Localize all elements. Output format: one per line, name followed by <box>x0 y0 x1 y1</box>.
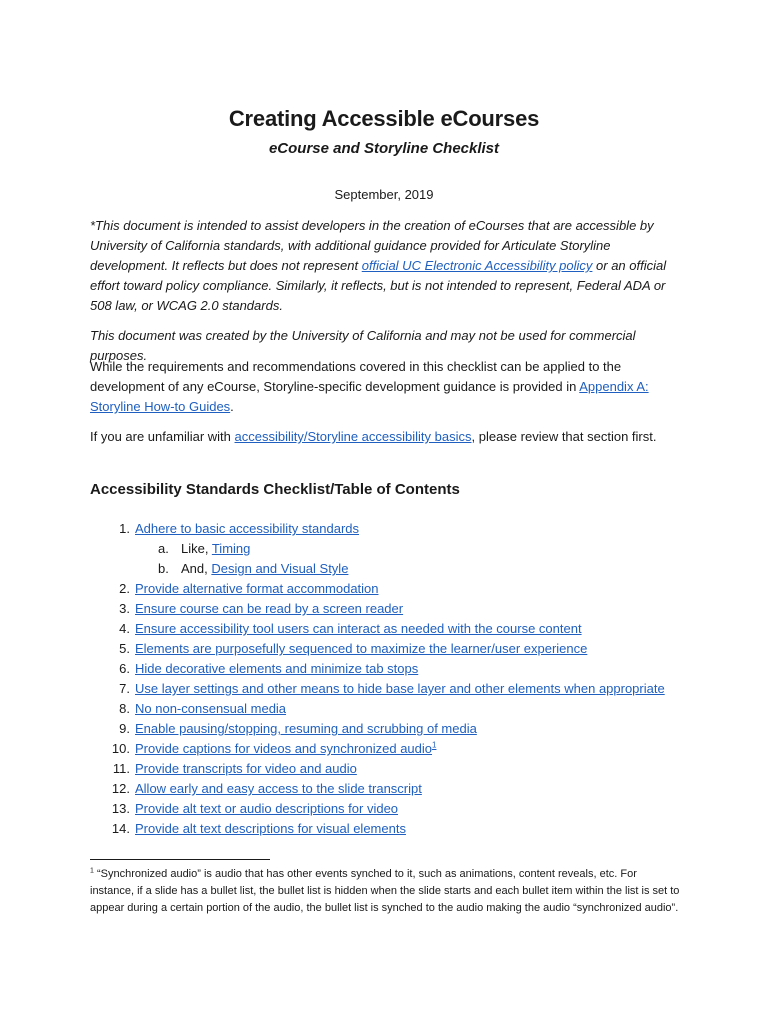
accessibility-basics-link[interactable]: accessibility/Storyline accessibility basics <box>234 429 472 444</box>
toc-subitem <box>90 559 710 579</box>
toc-item <box>90 799 710 819</box>
section-heading: Accessibility Standards Checklist/Table of Contents <box>90 481 460 498</box>
toc-link-alt-text-visual[interactable]: Provide alt text descriptions for visual elements <box>135 821 406 836</box>
footnote <box>90 866 682 917</box>
toc-item <box>90 679 710 699</box>
toc-item <box>90 519 710 539</box>
toc-link-layer-settings[interactable]: Use layer settings and other means to hide base layer and other elements when appropriate <box>135 681 665 696</box>
toc-subitem <box>90 539 710 559</box>
toc-item <box>90 719 710 739</box>
requirements-paragraph <box>90 357 680 417</box>
toc-item <box>90 619 710 639</box>
intro-text-2: or an official effort toward policy compliance. Similarly, it reflects, but is not intended to represent, Federal ADA or 508 law, or WCAG 2.0 standards. <box>90 258 667 313</box>
toc-item <box>90 819 710 839</box>
toc-item <box>90 759 710 779</box>
toc-number: 7. <box>119 681 130 696</box>
intro-paragraph <box>90 216 680 316</box>
toc-item <box>90 599 710 619</box>
uc-accessibility-policy-link[interactable]: official UC Electronic Accessibility policy <box>361 258 593 273</box>
toc-subitem-prefix: Like, <box>181 541 212 556</box>
footnote-marker: 1 <box>90 867 94 875</box>
toc-subnumber: a. <box>158 541 169 556</box>
toc-number: 1. <box>119 521 130 536</box>
toc-link-pausing-media[interactable]: Enable pausing/stopping, resuming and scrubbing of media <box>135 721 477 736</box>
toc-item <box>90 639 710 659</box>
notice-paragraph: This document was created by the University of California and may not be used for commercial purposes. <box>90 328 636 363</box>
unfamiliar-paragraph <box>90 427 680 447</box>
toc-number: 9. <box>119 721 130 736</box>
toc-link-hide-decorative[interactable]: Hide decorative elements and minimize tab stops <box>135 661 419 676</box>
document-date: September, 2019 <box>334 187 434 202</box>
toc-number: 14. <box>111 821 130 836</box>
toc-number: 2. <box>119 581 130 596</box>
document-subtitle: eCourse and Storyline Checklist <box>268 140 500 157</box>
toc-number: 8. <box>119 701 130 716</box>
toc-link-alternative-format[interactable]: Provide alternative format accommodation <box>135 581 379 596</box>
toc-link-transcripts[interactable]: Provide transcripts for video and audio <box>135 761 357 776</box>
toc-item <box>90 739 710 759</box>
unfamiliar-text-1: If you are unfamiliar with <box>90 429 235 444</box>
toc-item <box>90 779 710 799</box>
toc-link-captions[interactable]: Provide captions for videos and synchronized audio <box>135 741 433 756</box>
toc-number: 10. <box>111 741 130 756</box>
toc-link-timing[interactable]: Timing <box>211 541 251 556</box>
toc-number: 6. <box>119 661 130 676</box>
footnote-reference[interactable]: 1 <box>432 740 437 750</box>
toc-link-purposefully-sequenced[interactable]: Elements are purposefully sequenced to maximize the learner/user experience <box>135 641 588 656</box>
requirements-text-1: While the requirements and recommendations covered in this checklist can be applied to the development of any eCourse, Storyline-specific development guidance is provided in <box>90 359 622 394</box>
appendix-a-link[interactable]: Appendix A: Storyline How-to Guides <box>90 379 649 414</box>
toc-link-tool-users-interact[interactable]: Ensure accessibility tool users can interact as needed with the course content <box>135 621 582 636</box>
toc-subnumber: b. <box>158 561 169 576</box>
toc-number: 11. <box>112 761 130 776</box>
requirements-text-2: . <box>230 399 234 414</box>
unfamiliar-text-2: , please review that section first. <box>471 429 657 444</box>
footnote-text: “Synchronized audio” is audio that has other events synched to it, such as animations, content reveals, etc. For instance, if a slide has a bullet list, the bullet list is hidden when the slide starts and each bullet item within the list is set to appear during a certain portion of the audio, the bullet list is synched to the audio making the audio “synchronized audio”. <box>90 868 680 914</box>
toc-number: 12. <box>111 781 130 796</box>
toc-link-non-consensual-media[interactable]: No non-consensual media <box>135 701 287 716</box>
toc-link-basic-standards[interactable]: Adhere to basic accessibility standards <box>135 521 360 536</box>
footnote-separator <box>90 859 270 860</box>
toc-link-slide-transcript[interactable]: Allow early and easy access to the slide transcript <box>135 781 422 796</box>
intro-text-1: *This document is intended to assist developers in the creation of eCourses that are accessible by University of California standards, with additional guidance provided for Articulate Storyline development. It reflects but does not represent <box>90 218 654 273</box>
toc-number: 5. <box>119 641 130 656</box>
toc-item <box>90 659 710 679</box>
toc-number: 3. <box>119 601 130 616</box>
toc-link-screen-reader[interactable]: Ensure course can be read by a screen reader <box>135 601 404 616</box>
toc-link-design-visual-style[interactable]: Design and Visual Style <box>211 561 349 576</box>
toc-item <box>90 579 710 599</box>
document-title: Creating Accessible eCourses <box>228 106 540 131</box>
toc-number: 4. <box>119 621 130 636</box>
toc-number: 13. <box>111 801 130 816</box>
toc-item <box>90 699 710 719</box>
table-of-contents <box>90 519 710 839</box>
toc-link-alt-text-video[interactable]: Provide alt text or audio descriptions for video <box>135 801 399 816</box>
toc-subitem-prefix: And, <box>181 561 212 576</box>
